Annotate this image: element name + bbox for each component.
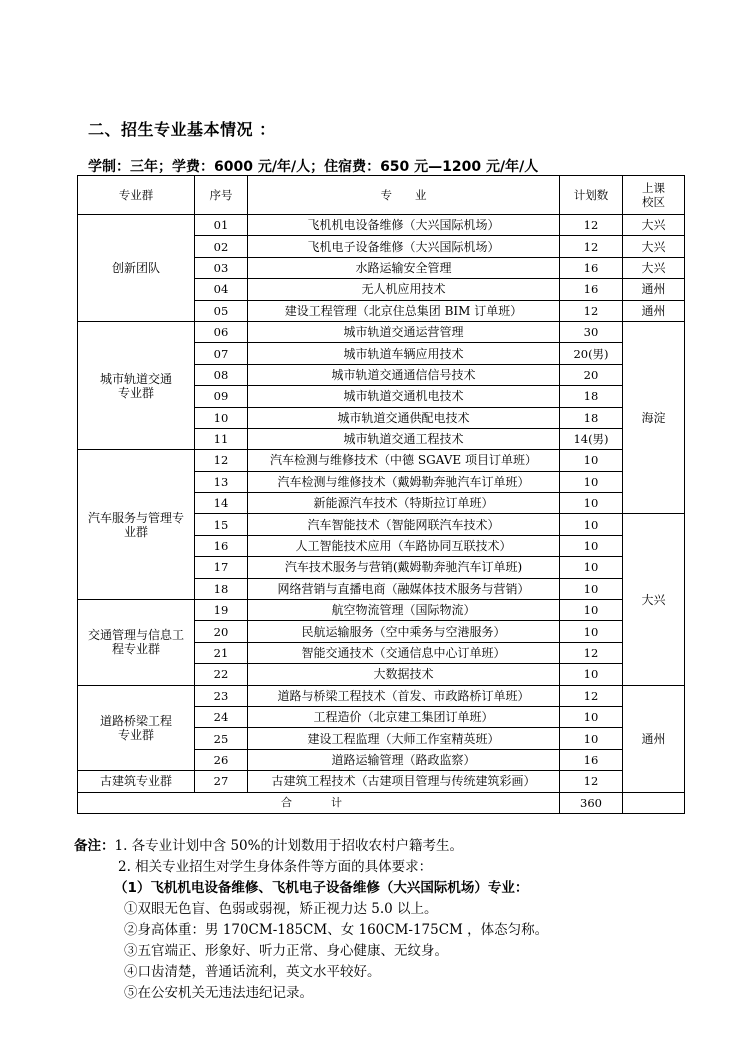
seq-cell: 22 <box>195 664 248 685</box>
fees-line: 学制：三年；学费：6000 元/年/人；住宿费：650 元—1200 元/年/人 <box>88 159 539 175</box>
note-line-2 <box>74 857 548 878</box>
note-item: 2. 相关专业招生对学生身体条件等方面的具体要求： <box>118 859 433 875</box>
campus-cell: 大兴 <box>623 236 685 257</box>
plan-cell: 12 <box>560 771 623 792</box>
plan-cell: 12 <box>560 215 623 236</box>
major-cell: 人工智能技术应用（车路协同互联技术） <box>248 535 560 556</box>
header-campus <box>623 176 685 215</box>
section-heading: 二、招生专业基本情况 ： <box>88 120 276 139</box>
seq-cell: 12 <box>195 450 248 471</box>
group-label-line2: 程专业群 <box>111 642 160 657</box>
campus-cell: 通州 <box>623 300 685 321</box>
group-cell: 古建筑专业群 <box>78 771 195 792</box>
plan-cell: 10 <box>560 557 623 578</box>
total-empty-cell <box>623 792 685 813</box>
group-label-line1: 交通管理与信息工 <box>87 628 184 643</box>
group-cell <box>78 600 195 686</box>
major-cell: 古建筑工程技术（古建项目管理与传统建筑彩画） <box>248 771 560 792</box>
plan-cell: 16 <box>560 279 623 300</box>
requirement-item: ⑤在公安机关无违法违纪记录。 <box>124 985 313 1001</box>
major-cell: 汽车检测与维修技术（戴姆勒奔驰汽车订单班） <box>248 471 560 492</box>
group-cell <box>78 321 195 449</box>
major-cell: 水路运输安全管理 <box>248 257 560 278</box>
notes-label: 备注： <box>74 838 115 854</box>
header-major: 专 业 <box>248 176 560 215</box>
group-cell <box>78 450 195 600</box>
seq-cell: 05 <box>195 300 248 321</box>
seq-cell: 10 <box>195 407 248 428</box>
major-cell: 无人机应用技术 <box>248 279 560 300</box>
major-cell: 飞机电子设备维修（大兴国际机场） <box>248 236 560 257</box>
table-row <box>78 321 685 342</box>
plan-cell: 12 <box>560 642 623 663</box>
major-cell: 智能交通技术（交通信息中心订单班） <box>248 642 560 663</box>
plan-cell: 12 <box>560 236 623 257</box>
seq-cell: 17 <box>195 557 248 578</box>
campus-cell: 大兴 <box>623 215 685 236</box>
plan-cell: 10 <box>560 728 623 749</box>
group-label-line1: 汽车服务与管理专 <box>87 510 184 525</box>
campus-cell-merged: 大兴 <box>623 514 685 685</box>
header-plan: 计划数 <box>560 176 623 215</box>
major-cell: 建设工程监理（大师工作室精英班） <box>248 728 560 749</box>
seq-cell: 14 <box>195 493 248 514</box>
seq-cell: 21 <box>195 642 248 663</box>
seq-cell: 02 <box>195 236 248 257</box>
plan-cell: 16 <box>560 257 623 278</box>
plan-cell: 16 <box>560 749 623 770</box>
group-cell <box>78 685 195 771</box>
requirement-item: ①双眼无色盲、色弱或弱视，矫正视力达 5.0 以上。 <box>124 901 438 917</box>
seq-cell: 11 <box>195 428 248 449</box>
campus-cell: 通州 <box>623 279 685 300</box>
plan-cell: 10 <box>560 600 623 621</box>
major-cell: 城市轨道交通机电技术 <box>248 386 560 407</box>
major-cell: 城市轨道交通供配电技术 <box>248 407 560 428</box>
plan-cell: 10 <box>560 535 623 556</box>
major-cell: 道路运输管理（路政监察） <box>248 749 560 770</box>
notes-section <box>74 836 548 1004</box>
seq-cell: 27 <box>195 771 248 792</box>
note-item: 1. 各专业计划中含 50%的计划数用于招收农村户籍考生。 <box>114 838 463 854</box>
seq-cell: 15 <box>195 514 248 535</box>
note-line-1 <box>74 836 548 857</box>
header-campus-line2: 校区 <box>642 195 665 209</box>
enrollment-table <box>77 175 685 814</box>
major-cell: 汽车技术服务与营销(戴姆勒奔驰汽车订单班) <box>248 557 560 578</box>
plan-cell: 30 <box>560 321 623 342</box>
campus-cell-merged: 通州 <box>623 685 685 792</box>
table-row <box>78 215 685 236</box>
plan-cell: 12 <box>560 300 623 321</box>
major-cell: 网络营销与直播电商（融媒体技术服务与营销） <box>248 578 560 599</box>
plan-cell: 18 <box>560 386 623 407</box>
header-seq: 序号 <box>195 176 248 215</box>
group-cell: 创新团队 <box>78 215 195 322</box>
seq-cell: 04 <box>195 279 248 300</box>
seq-cell: 26 <box>195 749 248 770</box>
requirement-item: ④口齿清楚，普通话流利，英文水平较好。 <box>124 964 381 980</box>
major-cell: 航空物流管理（国际物流） <box>248 600 560 621</box>
major-cell: 道路与桥梁工程技术（首发、市政路桥订单班） <box>248 685 560 706</box>
seq-cell: 13 <box>195 471 248 492</box>
total-label: 合 计 <box>78 792 560 813</box>
plan-cell: 18 <box>560 407 623 428</box>
table-row <box>78 685 685 706</box>
major-cell: 汽车检测与维修技术（中德 SGAVE 项目订单班） <box>248 450 560 471</box>
plan-cell: 12 <box>560 685 623 706</box>
table-header-row <box>78 176 685 215</box>
group-label-line2: 业群 <box>123 524 148 539</box>
seq-cell: 20 <box>195 621 248 642</box>
group-label-line2: 专业群 <box>117 385 154 400</box>
plan-cell: 10 <box>560 471 623 492</box>
major-cell: 城市轨道车辆应用技术 <box>248 343 560 364</box>
seq-cell: 16 <box>195 535 248 556</box>
plan-cell: 20(男) <box>560 343 623 364</box>
major-cell: 飞机机电设备维修（大兴国际机场） <box>248 215 560 236</box>
seq-cell: 07 <box>195 343 248 364</box>
major-cell: 民航运输服务（空中乘务与空港服务） <box>248 621 560 642</box>
total-value: 360 <box>560 792 623 813</box>
major-cell: 汽车智能技术（智能网联汽车技术） <box>248 514 560 535</box>
major-cell: 城市轨道交通通信信号技术 <box>248 364 560 385</box>
table-row <box>78 450 685 471</box>
group-label-line2: 专业群 <box>117 727 154 742</box>
major-cell: 工程造价（北京建工集团订单班） <box>248 706 560 727</box>
group-label-line1: 城市轨道交通 <box>99 371 172 386</box>
group-label-line1: 道路桥梁工程 <box>99 713 172 728</box>
plan-cell: 10 <box>560 450 623 471</box>
seq-cell: 08 <box>195 364 248 385</box>
seq-cell: 23 <box>195 685 248 706</box>
plan-cell: 10 <box>560 493 623 514</box>
plan-cell: 14(男) <box>560 428 623 449</box>
seq-cell: 06 <box>195 321 248 342</box>
seq-cell: 03 <box>195 257 248 278</box>
requirement-item: ③五官端正、形象好、听力正常、身心健康、无纹身。 <box>124 943 448 959</box>
header-campus-line1: 上课 <box>642 181 665 195</box>
plan-cell: 10 <box>560 578 623 599</box>
major-cell: 城市轨道交通工程技术 <box>248 428 560 449</box>
header-group: 专业群 <box>78 176 195 215</box>
seq-cell: 01 <box>195 215 248 236</box>
seq-cell: 09 <box>195 386 248 407</box>
total-row <box>78 792 685 813</box>
campus-cell-merged: 海淀 <box>623 321 685 514</box>
table-row <box>78 600 685 621</box>
seq-cell: 25 <box>195 728 248 749</box>
campus-cell: 大兴 <box>623 257 685 278</box>
seq-cell: 19 <box>195 600 248 621</box>
seq-cell: 24 <box>195 706 248 727</box>
major-cell: 城市轨道交通运营管理 <box>248 321 560 342</box>
major-cell: 新能源汽车技术（特斯拉订单班） <box>248 493 560 514</box>
major-cell: 建设工程管理（北京住总集团 BIM 订单班） <box>248 300 560 321</box>
seq-cell: 18 <box>195 578 248 599</box>
major-cell: 大数据技术 <box>248 664 560 685</box>
plan-cell: 10 <box>560 514 623 535</box>
table-row <box>78 771 685 792</box>
plan-cell: 10 <box>560 621 623 642</box>
note-subheading: （1）飞机机电设备维修、飞机电子设备维修（大兴国际机场）专业： <box>114 880 529 896</box>
plan-cell: 20 <box>560 364 623 385</box>
plan-cell: 10 <box>560 664 623 685</box>
requirement-item: ②身高体重：男 170CM-185CM、女 160CM-175CM ，体态匀称。 <box>124 922 549 938</box>
plan-cell: 10 <box>560 706 623 727</box>
